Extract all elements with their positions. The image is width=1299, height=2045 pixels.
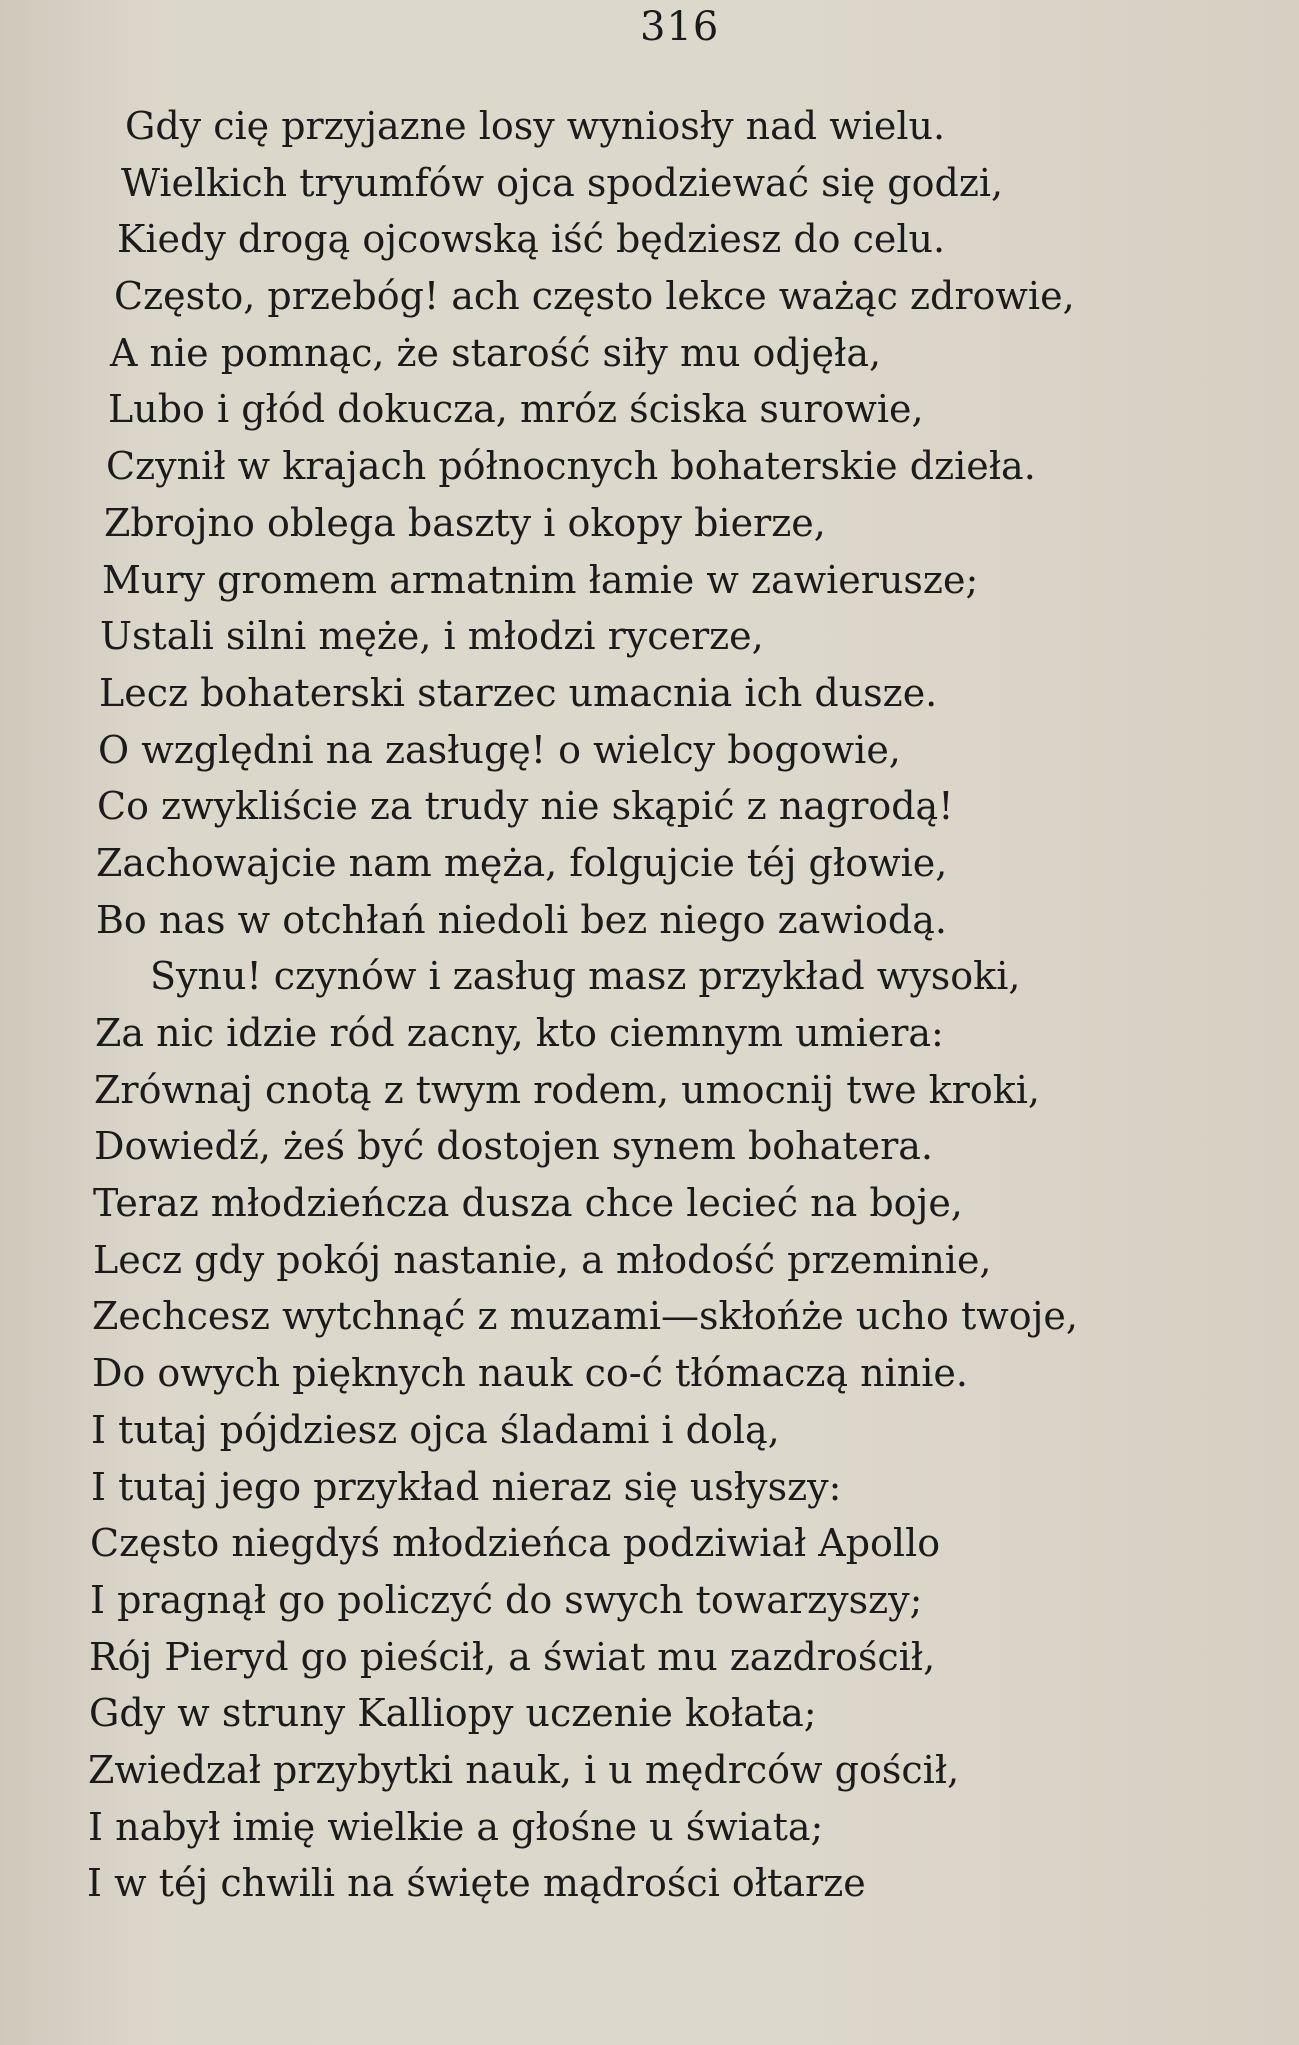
poem-line: Często, przebóg! ach często lekce ważąc zdrowie, — [114, 274, 1075, 319]
page-number: 316 — [640, 4, 720, 50]
poem-line: Często niegdyś młodzieńca podziwiał Apollo — [90, 1521, 941, 1566]
poem-line: Zbrojno oblega baszty i okopy bierze, — [104, 500, 826, 545]
poem-line: Zechcesz wytchnąć z muzami—skłońże ucho twoje, — [92, 1294, 1078, 1339]
poem-line: Gdy w struny Kalliopy uczenie kołata; — [89, 1691, 817, 1736]
poem-line: Mury gromem armatnim łamie w zawierusze; — [102, 557, 979, 602]
poem-line: I w téj chwili na święte mądrości ołtarze — [87, 1861, 866, 1906]
poem-line: O względni na zasługę! o wielcy bogowie, — [98, 727, 901, 772]
poem-line: Co zwykliście za trudy nie skąpić z nagrodą! — [97, 784, 954, 829]
poem-line: Gdy cię przyjazne losy wyniosły nad wielu. — [125, 104, 946, 148]
poem-line: Wielkich tryumfów ojca spodziewać się godzi, — [121, 160, 1004, 205]
poem-line: Bo nas w otchłań niedoli bez niego zawiodą. — [96, 897, 947, 942]
poem-line: I tutaj jego przykład nieraz się usłyszy: — [91, 1464, 842, 1509]
poem-line: Zachowajcie nam męża, folgujcie téj głowie, — [96, 840, 948, 885]
poem-line: Kiedy drogą ojcowską iść będziesz do celu. — [117, 217, 946, 262]
poem-line: A nie pomnąc, że starość siły mu odjęła, — [110, 330, 882, 375]
poem-line: Zrównaj cnotą z twym rodem, umocnij twe kroki, — [94, 1067, 1040, 1112]
poem-line: Za nic idzie ród zacny, kto ciemnym umiera: — [95, 1011, 944, 1055]
poem-line: Lecz bohaterski starzec umacnia ich dusze. — [99, 670, 938, 715]
poem-line: I pragnął go policzyć do swych towarzyszy; — [90, 1577, 923, 1622]
poem-line: Zwiedzał przybytki nauk, i u mędrców gościł, — [88, 1747, 960, 1792]
poem-line: Lubo i głód dokucza, mróz ściska surowie, — [108, 387, 924, 432]
poem-line: Dowiedź, żeś być dostojen synem bohatera. — [94, 1124, 933, 1169]
poem-line: I nabył imię wielkie a głośne u świata; — [88, 1804, 824, 1849]
poem-line: Czynił w krajach północnych bohaterskie dzieła. — [106, 444, 1036, 489]
poem-line: Ustali silni męże, i młodzi rycerze, — [100, 614, 764, 659]
poem-line: Synu! czynów i zasług masz przykład wysoki, — [150, 954, 1021, 999]
poem-line: Rój Pieryd go pieścił, a świat mu zazdrościł, — [89, 1634, 936, 1679]
poem-line: I tutaj pójdziesz ojca śladami i dolą, — [91, 1407, 780, 1452]
poem-line: Do owych pięknych nauk co-ć tłómaczą ninie. — [92, 1351, 968, 1396]
poem-line: Teraz młodzieńcza dusza chce lecieć na boje, — [93, 1181, 963, 1226]
poem-text — [87, 98, 1270, 1912]
poem-line: Lecz gdy pokój nastanie, a młodość przeminie, — [93, 1237, 992, 1282]
